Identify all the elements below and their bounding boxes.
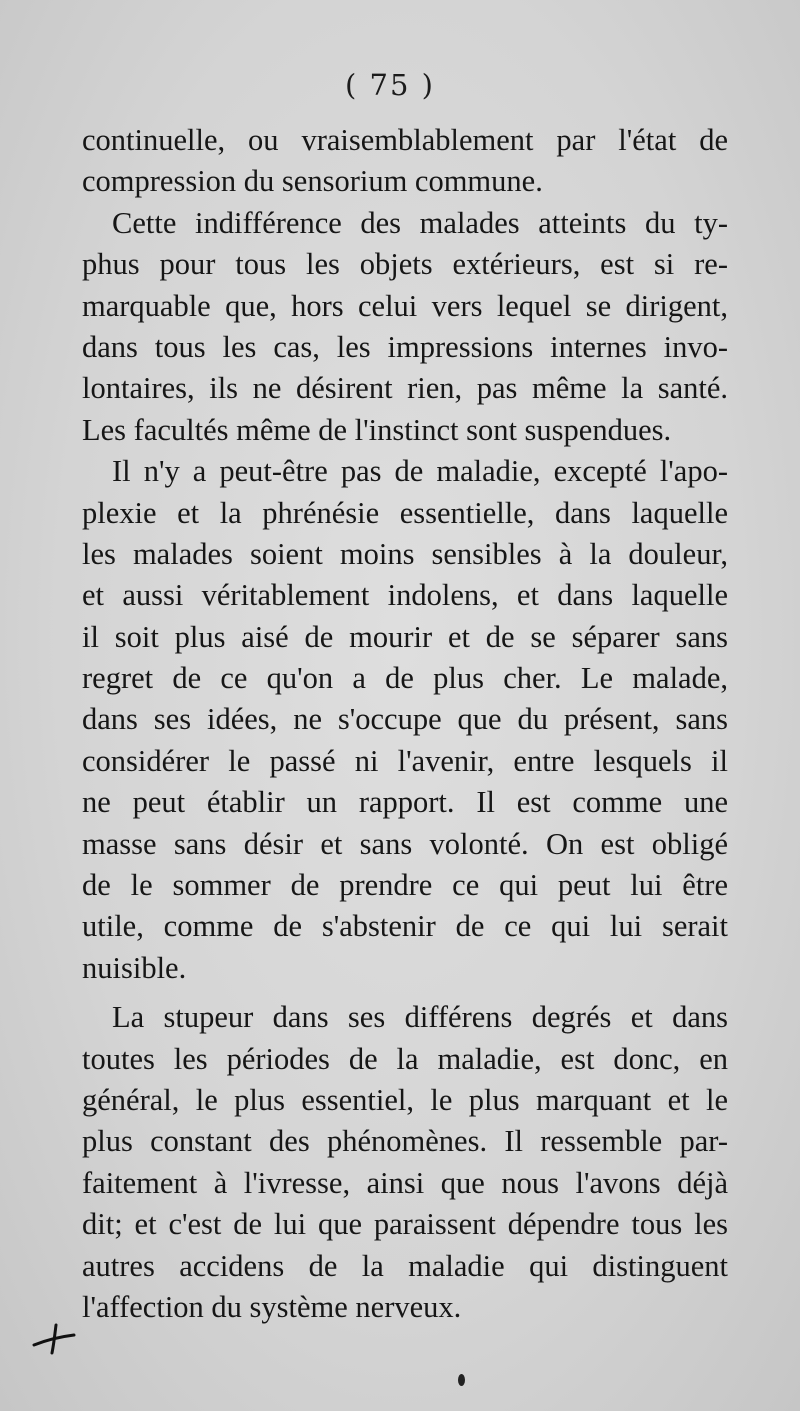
text-line: dit; et c'est de lui que paraissent dépendre tous les bbox=[82, 1207, 728, 1242]
text-line: regret de ce qu'on a de plus cher. Le malade, bbox=[82, 661, 728, 696]
text-line: et aussi véritablement indolens, et dans laquelle bbox=[82, 578, 728, 613]
text-line: dans tous les cas, les impressions internes invo- bbox=[82, 329, 728, 364]
text-line: lontaires, ils ne désirent rien, pas même la santé. bbox=[82, 371, 728, 406]
text-line: masse sans désir et sans volonté. On est obligé bbox=[82, 826, 728, 861]
text-line: autres accidens de la maladie qui distinguent bbox=[82, 1248, 728, 1283]
text-line: dans ses idées, ne s'occupe que du présent, sans bbox=[82, 702, 728, 737]
text-line: nuisible. bbox=[82, 950, 187, 985]
text-line: de le sommer de prendre ce qui peut lui être bbox=[82, 868, 728, 903]
text-line: phus pour tous les objets extérieurs, est si re- bbox=[82, 247, 728, 282]
text-line: compression du sensorium commune. bbox=[82, 164, 543, 199]
ink-speck bbox=[458, 1374, 465, 1386]
text-line: Il n'y a peut-être pas de maladie, excepté l'apo- bbox=[112, 454, 728, 489]
text-line: marquable que, hors celui vers lequel se dirigent, bbox=[82, 288, 728, 323]
text-line: Cette indifférence des malades atteints du ty- bbox=[112, 205, 728, 240]
text-line: considérer le passé ni l'avenir, entre lesquels il bbox=[82, 743, 728, 778]
text-line: toutes les périodes de la maladie, est donc, en bbox=[82, 1041, 728, 1076]
text-line: il soit plus aisé de mourir et de se séparer sans bbox=[82, 619, 728, 654]
text-line: faitement à l'ivresse, ainsi que nous l'avons déjà bbox=[82, 1165, 728, 1200]
text-line: général, le plus essentiel, le plus marquant et le bbox=[82, 1082, 728, 1117]
text-line: l'affection du système nerveux. bbox=[82, 1289, 462, 1324]
text-line: Les facultés même de l'instinct sont suspendues. bbox=[82, 412, 672, 447]
text-line: plexie et la phrénésie essentielle, dans laquelle bbox=[82, 495, 728, 530]
text-line: les malades soient moins sensibles à la douleur, bbox=[82, 536, 728, 571]
text-line: plus constant des phénomènes. Il ressemble par- bbox=[82, 1124, 728, 1159]
page-number: ( 75 ) bbox=[345, 68, 435, 102]
text-line: continuelle, ou vraisemblablement par l'état de bbox=[82, 123, 728, 157]
text-line: utile, comme de s'abstenir de ce qui lui serait bbox=[82, 909, 728, 944]
handwritten-cross-mark-icon bbox=[30, 1315, 78, 1355]
body-text bbox=[82, 120, 728, 1328]
text-line: La stupeur dans ses différens degrés et dans bbox=[112, 1000, 728, 1035]
text-line: ne peut établir un rapport. Il est comme une bbox=[82, 785, 728, 820]
